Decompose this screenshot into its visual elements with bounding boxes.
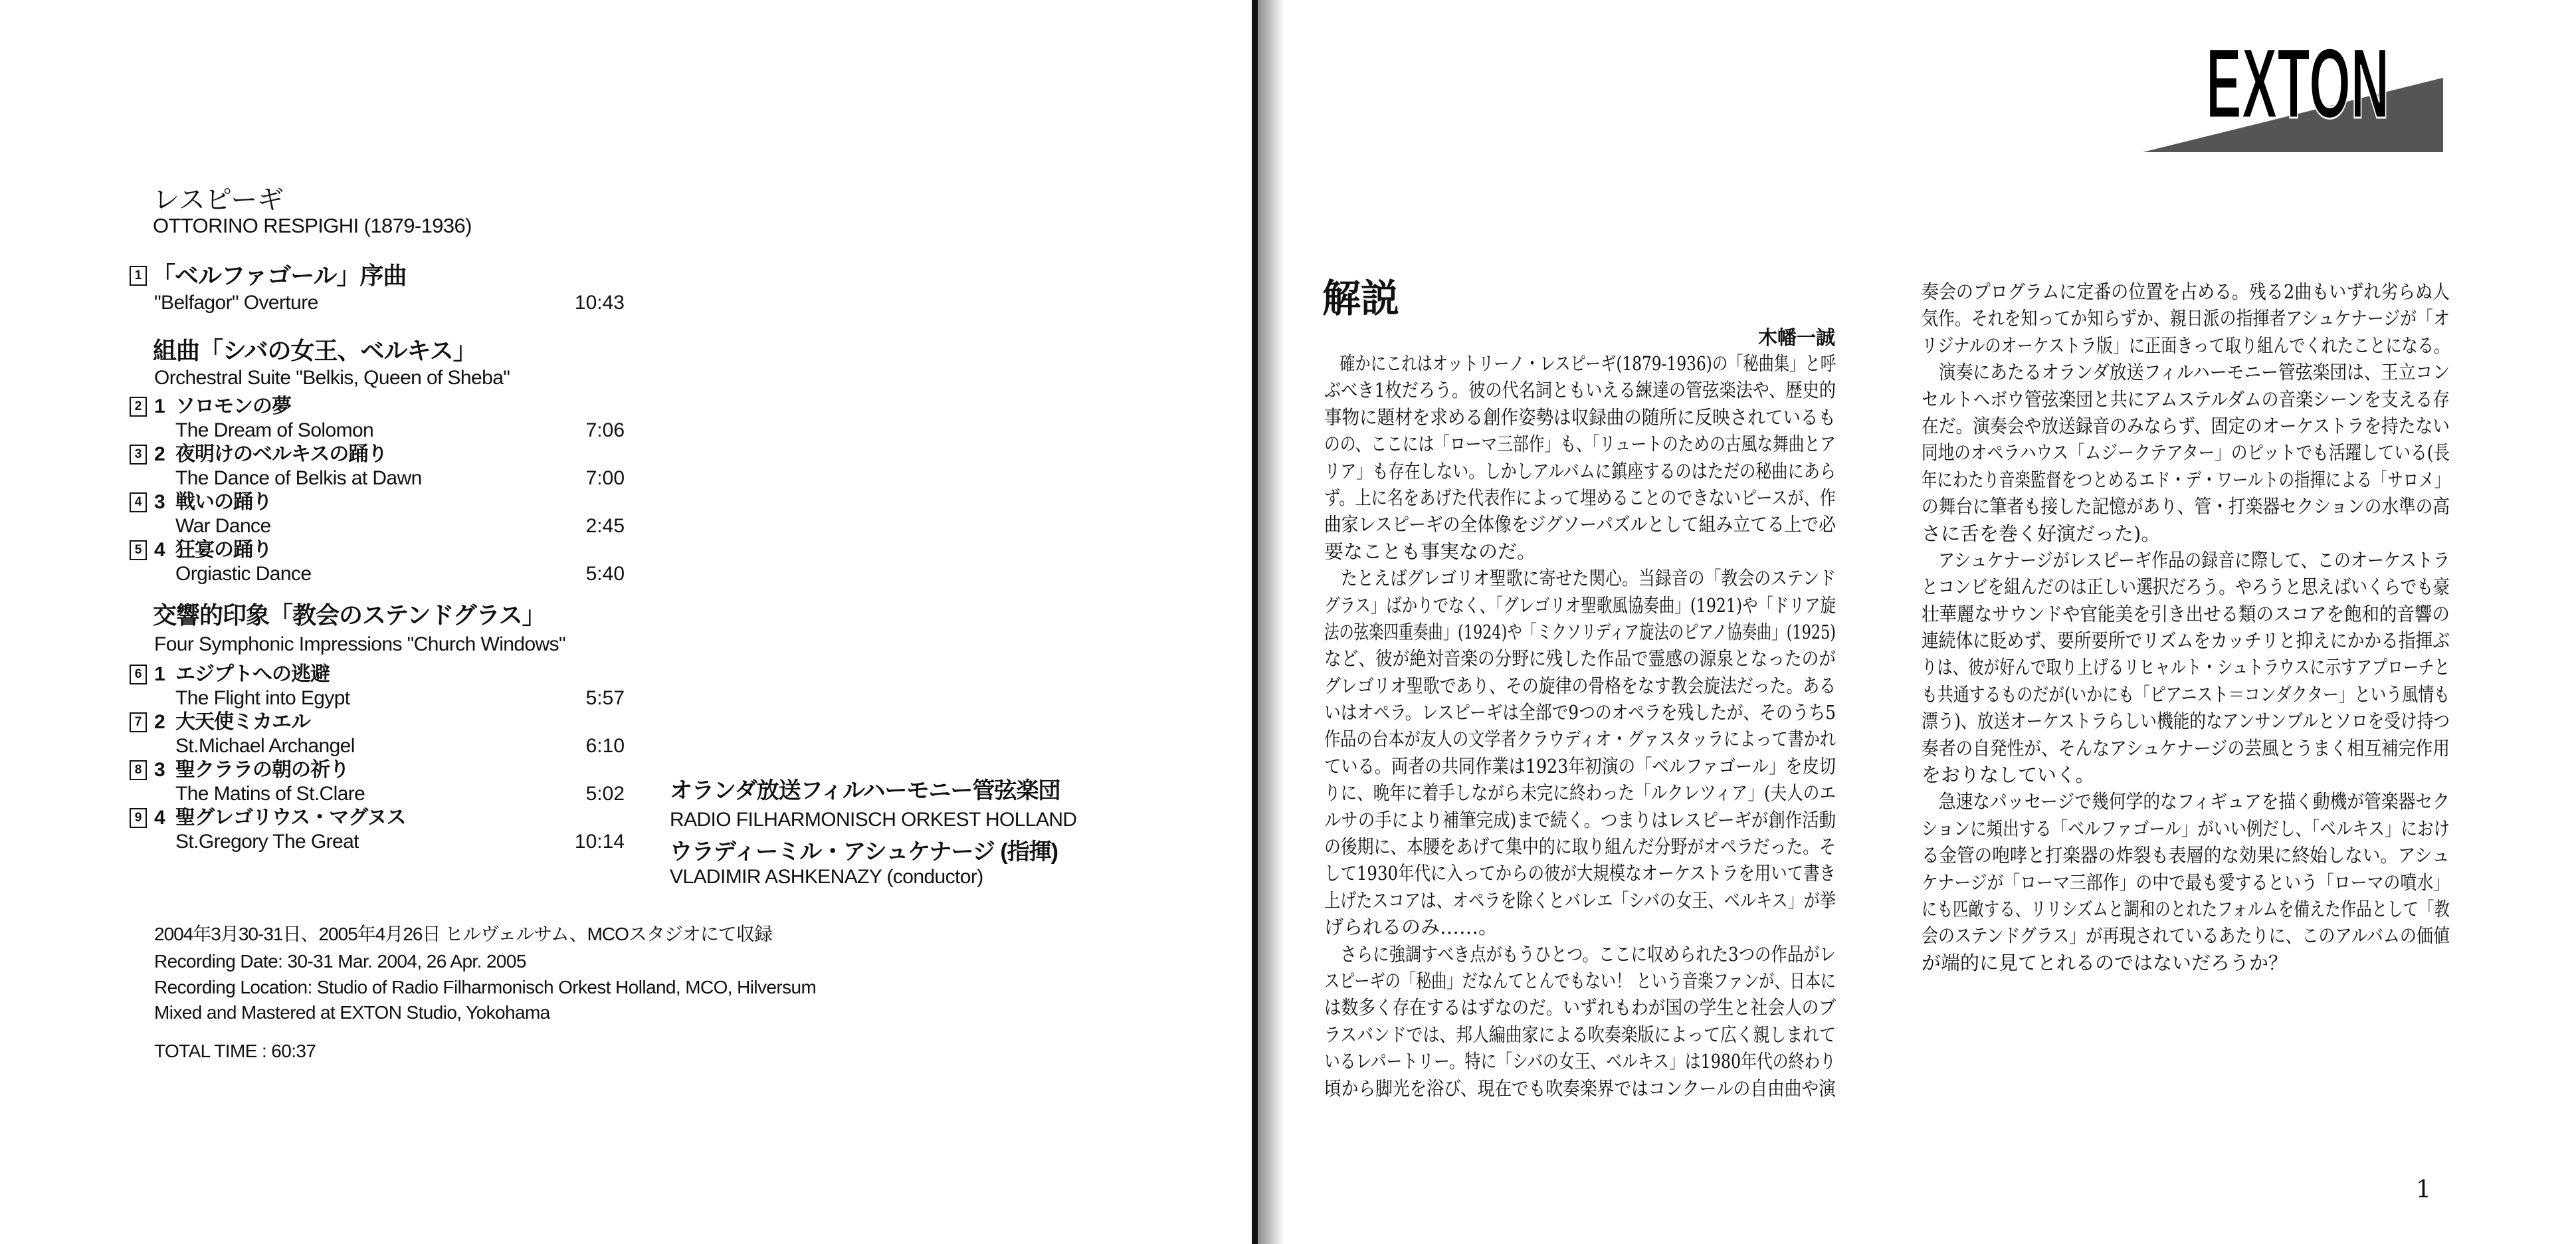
essay-line-text: 急速なパッセージで幾何学的なフィギュアを描く動機が管楽器セク xyxy=(1922,790,2450,813)
essay-line-text: 同地のオペラハウス「ムジークテアター」のピットでも活躍している(長 xyxy=(1922,441,2450,465)
track-title-en: St.Michael Archangel xyxy=(175,735,355,757)
essay-line-text: ラスバンドでは、邦人編曲家による吹奏楽版によって広く親しまれて xyxy=(1324,1023,1836,1046)
essay-line xyxy=(1324,431,1836,457)
essay-line xyxy=(1324,673,1836,699)
essay-line xyxy=(1922,788,2450,815)
track-title-en: The Matins of St.Clare xyxy=(175,783,365,805)
essay-line xyxy=(1324,887,1836,914)
essay-column-2 xyxy=(1922,278,2450,976)
movement-number: 1 xyxy=(154,663,165,685)
essay-line-text: のの、ここには「ローマ三部作」も、「リュートのための古風な舞曲とア xyxy=(1324,433,1836,456)
essay-line-text: は数多く存在するはずなのだ。いずれもわが国の学生と社会人のブ xyxy=(1324,996,1836,1019)
essay-line-text: いはオペラ。レスピーギは全部で9つのオペラを残したが、そのうち5 xyxy=(1324,701,1836,724)
essay-line xyxy=(1324,538,1836,565)
track-row-en xyxy=(0,685,638,712)
track-row-en xyxy=(0,513,638,540)
track-row xyxy=(0,757,638,783)
essay-line xyxy=(1324,645,1836,672)
essay-line-text: リア」も存在しない。しかしアルバムに鎮座するのはただの秘曲にあら xyxy=(1324,459,1836,482)
track-title-ja: 聖グレゴリウス・マグヌス xyxy=(175,807,406,829)
essay-line-text: ケナージが「ローマ三部作」の中で最も愛するという「ローマの噴水」 xyxy=(1922,871,2450,894)
essay-line xyxy=(1922,815,2450,842)
essay-line xyxy=(1324,458,1836,484)
essay-line-text: 確かにこれはオットリーノ・レスピーギ(1879-1936)の「秘曲集」と呼 xyxy=(1324,352,1836,375)
recording-date: Recording Date: 30-31 Mar. 2004, 26 Apr. 2005 xyxy=(154,951,526,972)
essay-line-text: ている。両者の共同作業は1923年初演の「ベルファゴール」を皮切 xyxy=(1324,754,1836,778)
movement-number: 3 xyxy=(154,491,165,513)
work-title-en: Orchestral Suite "Belkis, Queen of Sheba" xyxy=(154,367,510,389)
essay-line xyxy=(1922,332,2450,359)
essay-line xyxy=(1922,627,2450,654)
track-number-box: 5 xyxy=(130,540,147,560)
essay-line-text: 曲家レスピーギの全体像をジグソーパズルとして組み立てる上で必 xyxy=(1324,513,1836,536)
essay-line xyxy=(1922,869,2450,896)
essay-line xyxy=(1324,833,1836,860)
essay-line xyxy=(1922,654,2450,680)
essay-line-text: いるレパートリー。特に「シバの女王、ベルキス」は1980年代の終わり xyxy=(1324,1050,1836,1073)
track-number-box: 7 xyxy=(130,712,147,732)
essay-line-text: グレゴリオ聖歌であり、その旋律の骨格をなす教会旋法だった。ある xyxy=(1324,674,1836,697)
track-title-ja: エジプトへの逃避 xyxy=(175,663,330,685)
mastering-note: Mixed and Mastered at EXTON Studio, Yokohama xyxy=(154,1002,550,1023)
movement-number: 4 xyxy=(154,539,165,561)
track-row-en xyxy=(0,733,638,760)
essay-line xyxy=(1922,922,2450,949)
essay-line xyxy=(1324,1021,1836,1048)
essay-line-text: げられるのみ……。 xyxy=(1324,916,1498,939)
essay-line-text: りに、晩年に着手しながら未完に終わった「ルクレツィア」(夫人のエ xyxy=(1324,781,1836,805)
essay-line-text: 壮華麗なサウンドや官能美を引き出せる類のスコアを飽和的音響の xyxy=(1922,602,2450,625)
essay-line xyxy=(1324,941,1836,968)
conductor-name-en: VLADIMIR ASHKENAZY (conductor) xyxy=(670,866,983,888)
essay-line-text: 年にわたり音楽監督をつとめるエド・デ・ワールトの指揮による「サロメ」 xyxy=(1922,468,2450,491)
essay-line xyxy=(1324,511,1836,538)
essay-line-text: 連続体に貶めず、要所要所でリズムをカッチリと抑えにかかる指揮ぶ xyxy=(1922,629,2450,653)
track-row xyxy=(0,441,638,468)
gutter-shadow xyxy=(1258,0,1284,1244)
track-row-en xyxy=(0,417,638,444)
essay-column-1 xyxy=(1324,350,1836,1102)
track-title-en: "Belfagor" Overture xyxy=(154,292,318,314)
track-row-en xyxy=(0,290,638,316)
essay-line-text: 上げたスコアは、オペラを除くとバレエ「シバの女王、ベルキス」が挙 xyxy=(1324,888,1836,912)
track-title-ja: 夜明けのベルキスの踊り xyxy=(175,443,387,465)
essay-line xyxy=(1922,466,2450,493)
essay-line xyxy=(1922,950,2450,976)
essay-line-text: 作品の台本が友人の文学者クラウディオ・グァスタッラによって書かれ xyxy=(1324,728,1836,751)
essay-line-text: の後期に、本腰をあげて集中的に取り組んだ分野がオペラだった。そ xyxy=(1324,835,1836,859)
logo-text: EXTON xyxy=(2206,27,2389,139)
essay-line xyxy=(1324,699,1836,726)
essay-line-text: 会のステンドグラス」が再現されているあたりに、このアルバムの価値 xyxy=(1922,924,2450,948)
essay-line xyxy=(1922,601,2450,627)
essay-line xyxy=(1922,359,2450,385)
author-name: 木幡一誠 xyxy=(1757,326,1835,349)
essay-line-text: 頃から脚光を浴び、現在でも吹奏楽界ではコンクールの自由曲や演 xyxy=(1324,1077,1836,1100)
essay-line-text: セルトヘボウ管弦楽団と共にアムステルダムの音楽シーンを支える存 xyxy=(1922,387,2450,411)
orchestra-name-ja: オランダ放送フィルハーモニー管弦楽団 xyxy=(670,778,1060,803)
track-title-ja: 戦いの踊り xyxy=(175,491,272,513)
essay-line xyxy=(1922,708,2450,734)
track-time: 5:40 xyxy=(585,563,625,585)
track-row xyxy=(0,489,638,516)
essay-line-text: も共通するものだが(いかにも「ピアニスト＝コンダクター」という風情も xyxy=(1922,682,2450,706)
track-time: 7:06 xyxy=(585,419,625,441)
essay-line-text: グラス」ばかりでなく、「グレゴリオ聖歌風協奏曲」(1921)や「ドリア旋 xyxy=(1324,593,1836,617)
essay-line xyxy=(1922,547,2450,573)
track-number-box: 8 xyxy=(130,760,147,780)
essay-line-text: さに舌を巻く好演だった)。 xyxy=(1922,522,2161,545)
essay-line-text: とコンビを組んだのは正しい選択だろう。やろうと思えばいくらでも豪 xyxy=(1922,575,2450,599)
movement-number: 2 xyxy=(154,711,165,733)
track-number-box: 2 xyxy=(130,397,147,417)
essay-line-text: ぶべき1枚だろう。彼の代名詞ともいえる練達の管弦楽法や、歴史的 xyxy=(1324,379,1836,402)
track-number-box: 4 xyxy=(130,492,147,512)
recording-location: Recording Location: Studio of Radio Filharmonisch Orkest Holland, MCO, Hilversum xyxy=(154,977,817,997)
essay-line xyxy=(1324,377,1836,403)
track-title-ja: 「ベルファゴール」序曲 xyxy=(151,262,407,289)
track-title-ja: 聖クララの朝の祈り xyxy=(175,759,349,781)
essay-line xyxy=(1324,350,1836,377)
movement-number: 1 xyxy=(154,395,165,417)
essay-line xyxy=(1324,565,1836,591)
track-title-en: Orgiastic Dance xyxy=(175,563,312,585)
essay-line xyxy=(1324,484,1836,511)
track-row-en xyxy=(0,561,638,587)
essay-line xyxy=(1922,681,2450,708)
work-title-en: Four Symphonic Impressions "Church Windows" xyxy=(154,633,566,655)
essay-line-text: 事物に題材を求める創作姿勢は収録曲の随所に反映されているも xyxy=(1324,405,1836,429)
essay-line xyxy=(1324,994,1836,1021)
track-row xyxy=(0,537,638,564)
movement-number: 3 xyxy=(154,759,165,781)
total-time: TOTAL TIME : 60:37 xyxy=(154,1041,316,1061)
track-title-ja: ソロモンの夢 xyxy=(175,395,291,417)
work-title-ja: 組曲「シバの女王、ベルキス」 xyxy=(153,337,476,364)
composer-name-ja: レスピーギ xyxy=(153,185,284,215)
essay-line-text: 気作。それを知ってか知らずか、親日派の指揮者アシュケナージが「オ xyxy=(1922,307,2450,330)
essay-line-text: ションに頻出する「ベルファゴール」がいい例だし、「ベルキス」におけ xyxy=(1922,817,2450,840)
essay-line xyxy=(1324,807,1836,833)
track-row xyxy=(0,393,638,420)
track-time: 2:45 xyxy=(585,515,625,537)
conductor-name-ja: ウラディーミル・アシュケナージ (指揮) xyxy=(670,839,1058,865)
track-number-box: 3 xyxy=(130,445,147,465)
track-time: 6:10 xyxy=(585,735,625,757)
page-number: 1 xyxy=(2416,1176,2431,1203)
essay-line-text: たとえばグレゴリオ聖歌に寄せた関心。当録音の「教会のステンド xyxy=(1324,567,1836,590)
track-title-en: The Dream of Solomon xyxy=(175,419,374,441)
essay-line-text: して1930年代に入ってからの彼が大規模なオーケストラを用いて書き xyxy=(1324,862,1836,885)
essay-line xyxy=(1922,735,2450,762)
essay-line xyxy=(1324,592,1836,619)
essay-line xyxy=(1922,842,2450,869)
essay-line-text: さらに強調すべき点がもうひとつ。ここに収められた3つの作品がレ xyxy=(1324,942,1836,966)
movement-number: 2 xyxy=(154,443,165,465)
essay-line-text: をおりなしていく。 xyxy=(1922,764,2095,787)
track-row xyxy=(0,661,638,688)
essay-line xyxy=(1922,278,2450,305)
composer-name-en: OTTORINO RESPIGHI (1879-1936) xyxy=(153,214,472,237)
track-title-en: The Dance of Belkis at Dawn xyxy=(175,467,422,489)
essay-line-text: が端的に見てとれるのではないだろうか？ xyxy=(1922,951,2288,974)
track-time: 10:14 xyxy=(574,831,625,853)
track-title-ja: 狂宴の踊り xyxy=(175,539,272,561)
essay-line-text: る金管の咆哮と打楽器の炸裂も表層的な効果に終始しない。アシュ xyxy=(1922,844,2450,867)
track-row-en xyxy=(0,465,638,492)
essay-line-text: ず。上に名をあげた代表作によって埋めることのできないピースが、作 xyxy=(1324,486,1836,509)
essay-line-text: 漂う)、放送オーケストラらしい機能的なアンサンブルとソロを受け持つ xyxy=(1922,710,2450,733)
essay-line xyxy=(1324,914,1836,940)
essay-line xyxy=(1922,573,2450,600)
track-row-en xyxy=(0,781,638,807)
essay-line xyxy=(1324,1048,1836,1075)
essay-line xyxy=(1324,1075,1836,1102)
essay-line xyxy=(1324,726,1836,752)
essay-line xyxy=(1324,860,1836,886)
essay-line xyxy=(1324,404,1836,431)
essay-line-text: 要なことも事実なのだ。 xyxy=(1324,540,1537,563)
booklet-gutter-fold xyxy=(1252,0,1258,1244)
track-time: 5:57 xyxy=(585,687,625,709)
essay-line xyxy=(1324,619,1836,645)
exton-logo xyxy=(2126,27,2458,159)
essay-line-text: ルサの手により補筆完成)まで続く。つまりはレスピーギが創作活動 xyxy=(1324,808,1836,831)
essay-line-text: 法の弦楽四重奏曲」(1924)や「ミクソリディア旋法のピアノ協奏曲」(1925) xyxy=(1324,620,1836,643)
section-heading: 解説 xyxy=(1322,276,1400,321)
track-title-ja: 大天使ミカエル xyxy=(175,711,310,733)
essay-line-text: スピーギの「秘曲」だなんてとんでもない！ という音楽ファンが、日本に xyxy=(1324,969,1836,992)
essay-line-text: にも匹敵する、リリシズムと調和のとれたフォルムを備えた作品として「教 xyxy=(1922,897,2450,920)
essay-line xyxy=(1324,779,1836,806)
essay-line xyxy=(1922,305,2450,332)
essay-line-text: 演奏にあたるオランダ放送フィルハーモニー管弦楽団は、王立コン xyxy=(1922,361,2450,384)
track-time: 5:02 xyxy=(585,783,625,805)
essay-line xyxy=(1922,762,2450,788)
track-time: 7:00 xyxy=(585,467,625,489)
essay-line xyxy=(1922,439,2450,466)
recording-note-ja: 2004年3月30-31日、2005年4月26日 ヒルヴェルサム、MCOスタジオにて収録 xyxy=(154,924,772,944)
track-number-box: 6 xyxy=(130,665,147,684)
essay-line-text: の舞台に筆者も接した記憶があり、管・打楽器セクションの水準の高 xyxy=(1922,495,2450,518)
track-title-en: The Flight into Egypt xyxy=(175,687,350,709)
track-title-en: St.Gregory The Great xyxy=(175,831,359,853)
essay-line-text: 奏者の自発性が、そんなアシュケナージの芸風とうまく相互補完作用 xyxy=(1922,736,2450,760)
essay-line-text: 奏会のプログラムに定番の位置を占める。残る2曲もいずれ劣らぬ人 xyxy=(1922,280,2450,303)
essay-line-text: りは、彼が好んで取り上げるリヒャルト・シュトラウスに示すアプローチと xyxy=(1922,656,2450,679)
work-title-ja: 交響的印象「教会のステンドグラス」 xyxy=(153,601,545,629)
track-row xyxy=(0,262,638,289)
track-number-box: 1 xyxy=(130,266,147,286)
orchestra-name-en: RADIO FILHARMONISCH ORKEST HOLLAND xyxy=(670,809,1077,831)
essay-line xyxy=(1922,413,2450,439)
essay-line-text: アシュケナージがレスピーギ作品の録音に際して、このオーケストラ xyxy=(1922,548,2450,571)
movement-number: 4 xyxy=(154,807,165,829)
essay-line-text: リジナルのオーケストラ版」に正面きって取り組んでくれたことになる。 xyxy=(1922,334,2450,357)
essay-line xyxy=(1324,968,1836,994)
essay-line-text: など、彼が絶対音楽の分野に残した作品で霊感の源泉となったのが xyxy=(1324,647,1836,671)
track-title-en: War Dance xyxy=(175,515,271,537)
essay-line xyxy=(1922,520,2450,547)
track-number-box: 9 xyxy=(130,808,147,828)
track-row-en xyxy=(0,829,638,855)
essay-line xyxy=(1922,896,2450,922)
essay-line xyxy=(1922,386,2450,413)
track-time: 10:43 xyxy=(574,292,625,314)
track-row xyxy=(0,709,638,736)
track-row xyxy=(0,805,638,831)
essay-line xyxy=(1922,493,2450,520)
essay-line xyxy=(1324,753,1836,779)
essay-line-text: 在だ。演奏会や放送録音のみならず、固定のオーケストラを持たない xyxy=(1922,414,2450,437)
